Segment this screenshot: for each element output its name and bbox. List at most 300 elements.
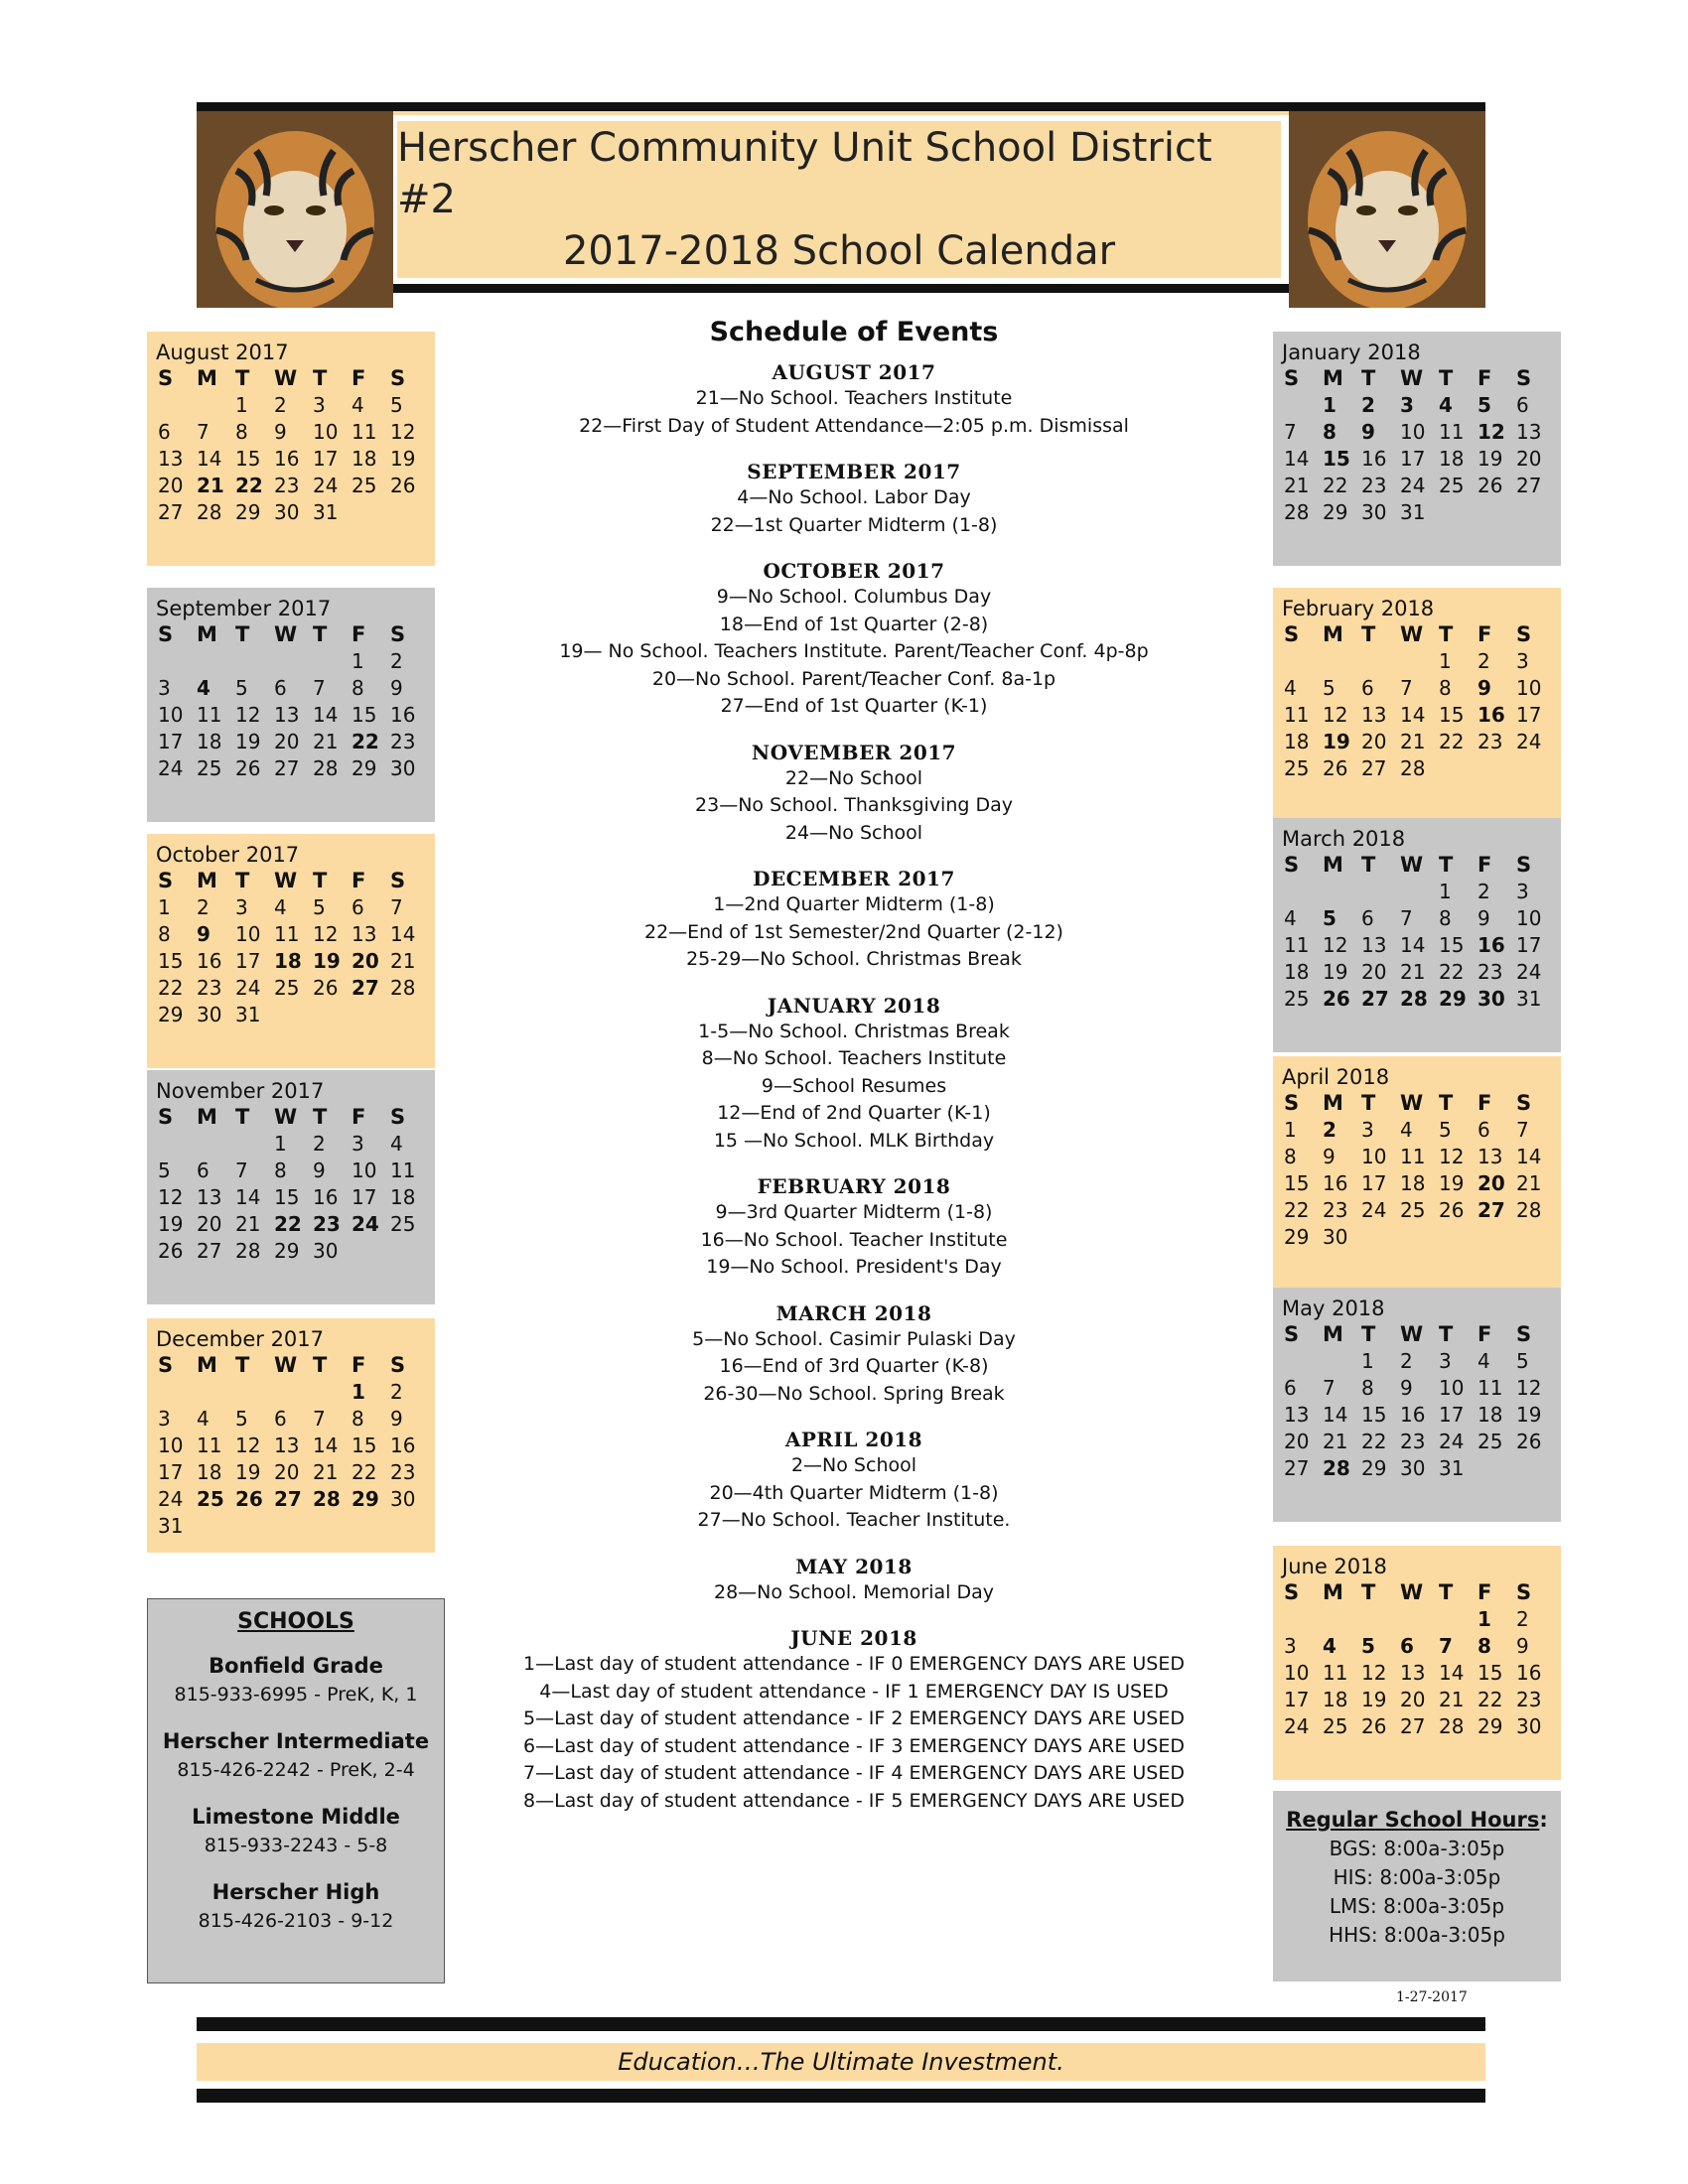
month-grid <box>156 621 435 782</box>
day-cell: 19 <box>235 730 261 753</box>
day-cell: 26 <box>1477 474 1503 497</box>
day-cell: 18 <box>274 949 302 973</box>
day-cell: 29 <box>235 500 261 524</box>
schedule-event: 1—2nd Quarter Midterm (1-8) <box>713 893 995 915</box>
day-cell: 27 <box>1477 1198 1505 1222</box>
day-cell: 7 <box>313 676 326 700</box>
day-cell: 23 <box>197 976 222 1000</box>
day-cell: 16 <box>1361 447 1387 471</box>
day-cell: 8 <box>1439 676 1452 700</box>
day-cell: 4 <box>352 393 364 417</box>
day-cell: 19 <box>313 949 341 973</box>
day-cell: 29 <box>352 1487 379 1511</box>
day-cell: 2 <box>313 1132 326 1156</box>
day-cell: 21 <box>1400 960 1426 984</box>
weekday-header: S <box>158 1353 174 1377</box>
schedule-event: 28—No School. Memorial Day <box>714 1580 994 1603</box>
day-cell: 22 <box>235 474 263 497</box>
day-cell: 15 <box>235 447 261 471</box>
weekday-header: S <box>158 366 174 390</box>
day-cell: 27 <box>197 1239 222 1263</box>
day-cell: 19 <box>1323 730 1350 753</box>
month-title: April 2018 <box>1282 1065 1390 1089</box>
day-cell: 20 <box>1400 1688 1426 1711</box>
schedule-event: 22—End of 1st Semester/2nd Quarter (2-12) <box>644 920 1063 943</box>
header-title-line1: Herscher Community Unit School District #2 <box>397 125 1212 222</box>
weekday-header: S <box>1516 853 1532 877</box>
month-grid <box>156 868 435 1028</box>
day-cell: 15 <box>352 1433 377 1457</box>
day-cell: 28 <box>235 1239 261 1263</box>
weekday-header: F <box>352 366 366 390</box>
day-cell: 9 <box>1361 420 1375 444</box>
weekday-header: T <box>235 366 250 390</box>
day-cell: 15 <box>1439 703 1465 727</box>
day-cell: 23 <box>274 474 300 497</box>
day-cell: 24 <box>313 474 339 497</box>
schedule-event: 22—1st Quarter Midterm (1-8) <box>710 513 998 536</box>
weekday-header: S <box>158 1105 174 1129</box>
calendar-november-2017 <box>147 1070 435 1304</box>
empty-day-cell <box>233 1379 272 1406</box>
school-hours-line: LMS: 8:00a-3:05p <box>1329 1894 1505 1918</box>
month-title: March 2018 <box>1282 827 1406 851</box>
school-name: Herscher High <box>211 1880 380 1904</box>
day-cell: 18 <box>1323 1688 1348 1711</box>
weekday-header: F <box>1477 1091 1492 1115</box>
day-cell: 31 <box>313 500 339 524</box>
month-grid <box>1282 1579 1561 1740</box>
school-name: Bonfield Grade <box>209 1654 383 1678</box>
school-hours-box <box>1273 1791 1561 1981</box>
day-cell: 22 <box>1477 1688 1503 1711</box>
day-cell: 21 <box>390 949 416 973</box>
day-cell: 2 <box>197 895 210 919</box>
schedule-event: 16—End of 3rd Quarter (K-8) <box>719 1355 989 1377</box>
day-cell: 17 <box>1516 703 1542 727</box>
weekday-header: M <box>1323 853 1343 877</box>
day-cell: 29 <box>158 1003 184 1026</box>
day-cell: 18 <box>390 1185 416 1209</box>
day-cell: 22 <box>352 730 379 753</box>
day-cell: 4 <box>197 676 211 700</box>
day-cell: 22 <box>158 976 184 1000</box>
day-cell: 9 <box>1477 676 1491 700</box>
day-cell: 1 <box>1439 880 1452 903</box>
day-cell: 20 <box>352 949 379 973</box>
day-cell: 24 <box>158 756 184 780</box>
day-cell: 19 <box>1439 1171 1465 1195</box>
weekday-header: M <box>197 869 217 892</box>
day-cell: 2 <box>1477 880 1490 903</box>
day-cell: 7 <box>1400 676 1413 700</box>
day-cell: 22 <box>352 1460 377 1484</box>
weekday-header: W <box>1400 1322 1424 1346</box>
day-cell: 10 <box>158 703 184 727</box>
empty-day-cell <box>233 648 272 675</box>
empty-day-cell <box>311 1379 350 1406</box>
day-cell: 5 <box>313 895 326 919</box>
day-cell: 2 <box>1477 649 1490 673</box>
day-cell: 2 <box>1516 1607 1529 1631</box>
day-cell: 16 <box>313 1185 339 1209</box>
day-cell: 23 <box>1323 1198 1348 1222</box>
day-cell: 22 <box>1439 960 1465 984</box>
day-cell: 21 <box>235 1212 261 1236</box>
month-title: October 2017 <box>156 843 300 867</box>
day-cell: 10 <box>1284 1661 1310 1685</box>
weekday-header: W <box>274 622 298 646</box>
school-info: 815-933-6995 - PreK, K, 1 <box>174 1684 418 1706</box>
day-cell: 11 <box>1400 1145 1426 1168</box>
day-cell: 2 <box>1400 1349 1413 1373</box>
month-grid <box>156 1104 435 1265</box>
day-cell: 17 <box>1284 1688 1310 1711</box>
calendar-august-2017 <box>147 332 435 566</box>
day-cell: 19 <box>1477 447 1503 471</box>
day-cell: 1 <box>352 649 364 673</box>
day-cell: 24 <box>352 1212 379 1236</box>
day-cell: 16 <box>1323 1171 1348 1195</box>
weekday-header: W <box>1400 1580 1424 1604</box>
schedule-event: 19— No School. Teachers Institute. Parent/Teacher Conf. 4p-8p <box>559 640 1149 662</box>
schedule-event: 19—No School. President's Day <box>706 1256 1002 1278</box>
day-cell: 21 <box>313 730 339 753</box>
calendar-march-2018 <box>1273 818 1561 1052</box>
day-cell: 1 <box>1477 1607 1491 1631</box>
schedule-section-heading: AUGUST 2017 <box>772 360 936 384</box>
empty-day-cell <box>1321 1348 1359 1375</box>
day-cell: 29 <box>352 756 377 780</box>
day-cell: 4 <box>390 1132 403 1156</box>
month-grid <box>1282 365 1561 526</box>
weekday-header: T <box>313 622 328 646</box>
day-cell: 17 <box>1439 1403 1465 1427</box>
day-cell: 24 <box>1400 474 1426 497</box>
schedule-event: 1—Last day of student attendance - IF 0 EMERGENCY DAYS ARE USED <box>522 1653 1185 1675</box>
day-cell: 20 <box>158 474 184 497</box>
day-cell: 5 <box>235 1407 248 1431</box>
day-cell: 9 <box>390 676 403 700</box>
day-cell: 18 <box>1477 1403 1503 1427</box>
empty-day-cell <box>1321 648 1359 675</box>
day-cell: 30 <box>1361 500 1387 524</box>
day-cell: 17 <box>158 730 184 753</box>
school-hours-title-colon: : <box>1539 1808 1548 1832</box>
schedule-of-events <box>467 313 1241 1835</box>
day-cell: 21 <box>1516 1171 1542 1195</box>
day-cell: 29 <box>1323 500 1348 524</box>
day-cell: 21 <box>197 474 224 497</box>
day-cell: 10 <box>313 420 339 444</box>
schedule-section-heading: APRIL 2018 <box>784 1428 923 1451</box>
schedule-event: 7—Last day of student attendance - IF 4 EMERGENCY DAYS ARE USED <box>522 1762 1185 1784</box>
day-cell: 16 <box>1477 933 1505 957</box>
day-cell: 20 <box>1284 1430 1310 1453</box>
day-cell: 15 <box>1284 1171 1310 1195</box>
school-hours-line: BGS: 8:00a-3:05p <box>1329 1837 1505 1860</box>
day-cell: 11 <box>274 922 300 946</box>
day-cell: 25 <box>1284 756 1310 780</box>
day-cell: 29 <box>1284 1225 1310 1249</box>
day-cell: 7 <box>235 1159 248 1182</box>
day-cell: 10 <box>235 922 261 946</box>
schedule-event: 1-5—No School. Christmas Break <box>698 1020 1010 1042</box>
day-cell: 14 <box>1400 703 1426 727</box>
weekday-header: F <box>352 1105 366 1129</box>
month-grid <box>156 365 435 526</box>
day-cell: 22 <box>1323 474 1348 497</box>
calendar-april-2018 <box>1273 1056 1561 1291</box>
month-title: June 2018 <box>1282 1555 1387 1578</box>
day-cell: 30 <box>1516 1714 1542 1738</box>
day-cell: 26 <box>235 756 261 780</box>
day-cell: 6 <box>1477 1118 1490 1142</box>
month-grid <box>1282 852 1561 1013</box>
schedule-event: 9—3rd Quarter Midterm (1-8) <box>715 1201 993 1223</box>
day-cell: 27 <box>158 500 184 524</box>
schedule-section-heading: DECEMBER 2017 <box>753 867 955 890</box>
weekday-header: T <box>1361 1322 1376 1346</box>
schedule-event: 27—No School. Teacher Institute. <box>697 1509 1011 1531</box>
schedule-event: 16—No School. Teacher Institute <box>700 1228 1008 1251</box>
day-cell: 11 <box>1284 703 1310 727</box>
schedule-event: 4—No School. Labor Day <box>737 486 971 508</box>
day-cell: 28 <box>197 500 222 524</box>
day-cell: 7 <box>390 895 403 919</box>
day-cell: 25 <box>197 1487 224 1511</box>
weekday-header: W <box>1400 853 1424 877</box>
schedule-section-heading: MAY 2018 <box>795 1554 913 1578</box>
day-cell: 20 <box>274 730 300 753</box>
day-cell: 11 <box>1439 420 1465 444</box>
weekday-header: F <box>1477 622 1492 646</box>
weekday-header: M <box>197 366 217 390</box>
schools-title: SCHOOLS <box>237 1609 354 1634</box>
weekday-header: S <box>1284 1322 1300 1346</box>
day-cell: 17 <box>1400 447 1426 471</box>
day-cell: 9 <box>1400 1376 1413 1400</box>
empty-day-cell <box>156 392 195 419</box>
day-cell: 17 <box>1516 933 1542 957</box>
day-cell: 20 <box>197 1212 222 1236</box>
day-cell: 16 <box>1477 703 1505 727</box>
weekday-header: S <box>390 366 406 390</box>
weekday-header: T <box>313 1353 328 1377</box>
weekday-header: W <box>1400 366 1424 390</box>
weekday-header: T <box>1361 853 1376 877</box>
day-cell: 23 <box>390 1460 416 1484</box>
day-cell: 5 <box>235 676 248 700</box>
empty-day-cell <box>1359 879 1398 905</box>
day-cell: 18 <box>1400 1171 1426 1195</box>
schedule-event: 22—First Day of Student Attendance—2:05 p.m. Dismissal <box>579 414 1129 437</box>
day-cell: 17 <box>158 1460 184 1484</box>
day-cell: 25 <box>274 976 300 1000</box>
day-cell: 24 <box>1284 1714 1310 1738</box>
day-cell: 10 <box>1516 676 1542 700</box>
day-cell: 2 <box>390 649 403 673</box>
day-cell: 15 <box>1477 1661 1503 1685</box>
header-top-rule <box>197 102 1485 111</box>
day-cell: 28 <box>1439 1714 1465 1738</box>
day-cell: 4 <box>1400 1118 1413 1142</box>
schedule-section <box>467 1626 1241 1815</box>
day-cell: 31 <box>1400 500 1426 524</box>
weekday-header: T <box>1361 622 1376 646</box>
day-cell: 20 <box>1361 960 1387 984</box>
day-cell: 18 <box>197 730 222 753</box>
day-cell: 8 <box>352 1407 364 1431</box>
day-cell: 20 <box>274 1460 300 1484</box>
day-cell: 13 <box>274 1433 300 1457</box>
day-cell: 28 <box>1284 500 1310 524</box>
day-cell: 26 <box>1439 1198 1465 1222</box>
calendar-june-2018 <box>1273 1546 1561 1780</box>
day-cell: 24 <box>1516 960 1542 984</box>
schedule-section <box>467 460 1241 539</box>
day-cell: 8 <box>352 676 364 700</box>
schedule-event: 9—No School. Columbus Day <box>716 586 992 608</box>
weekday-header: F <box>1477 853 1492 877</box>
weekday-header: T <box>1361 366 1376 390</box>
day-cell: 30 <box>1477 987 1505 1011</box>
footer-bottom-rule <box>197 2089 1485 2103</box>
day-cell: 6 <box>274 676 287 700</box>
day-cell: 15 <box>1323 447 1350 471</box>
day-cell: 26 <box>1323 987 1350 1011</box>
day-cell: 9 <box>390 1407 403 1431</box>
day-cell: 18 <box>197 1460 222 1484</box>
empty-day-cell <box>156 648 195 675</box>
day-cell: 1 <box>1284 1118 1297 1142</box>
day-cell: 12 <box>1361 1661 1387 1685</box>
day-cell: 5 <box>1323 676 1336 700</box>
weekday-header: S <box>390 1353 406 1377</box>
day-cell: 31 <box>235 1003 261 1026</box>
month-title: May 2018 <box>1282 1297 1385 1320</box>
day-cell: 23 <box>313 1212 341 1236</box>
day-cell: 17 <box>235 949 261 973</box>
calendar-february-2018 <box>1273 588 1561 822</box>
day-cell: 28 <box>1323 1456 1350 1480</box>
weekday-header: S <box>1516 1091 1532 1115</box>
day-cell: 7 <box>1323 1376 1336 1400</box>
day-cell: 18 <box>1284 730 1310 753</box>
calendar-january-2018 <box>1273 332 1561 566</box>
schedule-event: 12—End of 2nd Quarter (K-1) <box>717 1102 991 1124</box>
empty-day-cell <box>1359 648 1398 675</box>
school-hours-line: HHS: 8:00a-3:05p <box>1329 1923 1505 1947</box>
schedule-event: 6—Last day of student attendance - IF 3 EMERGENCY DAYS ARE USED <box>522 1734 1185 1757</box>
weekday-header: T <box>235 869 250 892</box>
day-cell: 30 <box>1400 1456 1426 1480</box>
day-cell: 18 <box>352 447 377 471</box>
day-cell: 23 <box>1477 730 1503 753</box>
day-cell: 7 <box>197 420 210 444</box>
day-cell: 14 <box>313 1433 339 1457</box>
weekday-header: T <box>1439 1091 1454 1115</box>
weekday-header: S <box>1516 1322 1532 1346</box>
day-cell: 14 <box>235 1185 261 1209</box>
schedule-section <box>467 994 1241 1156</box>
day-cell: 8 <box>1323 420 1336 444</box>
day-cell: 22 <box>274 1212 302 1236</box>
day-cell: 26 <box>1516 1430 1542 1453</box>
school-hours-line: HIS: 8:00a-3:05p <box>1333 1865 1501 1889</box>
day-cell: 13 <box>158 447 184 471</box>
empty-day-cell <box>1282 1606 1321 1633</box>
schedule-section-heading: JUNE 2018 <box>790 1626 917 1650</box>
empty-day-cell <box>233 1131 272 1158</box>
weekday-header: T <box>313 869 328 892</box>
day-cell: 28 <box>313 1487 341 1511</box>
day-cell: 6 <box>352 895 364 919</box>
day-cell: 1 <box>158 895 171 919</box>
day-cell: 29 <box>1361 1456 1387 1480</box>
day-cell: 13 <box>1361 703 1387 727</box>
month-title: November 2017 <box>156 1079 325 1103</box>
day-cell: 3 <box>1516 880 1529 903</box>
day-cell: 23 <box>1477 960 1503 984</box>
weekday-header: W <box>274 1353 298 1377</box>
day-cell: 23 <box>1400 1430 1426 1453</box>
weekday-header: T <box>235 1105 250 1129</box>
schedule-event: 4—Last day of student attendance - IF 1 EMERGENCY DAY IS USED <box>539 1680 1169 1703</box>
day-cell: 4 <box>1439 393 1453 417</box>
schedule-sections <box>467 360 1241 1815</box>
empty-day-cell <box>1321 1606 1359 1633</box>
day-cell: 28 <box>1400 987 1428 1011</box>
day-cell: 12 <box>1477 420 1505 444</box>
day-cell: 13 <box>197 1185 222 1209</box>
empty-day-cell <box>1398 879 1437 905</box>
weekday-header: T <box>313 366 328 390</box>
day-cell: 5 <box>1439 1118 1452 1142</box>
day-cell: 12 <box>390 420 416 444</box>
schools-box <box>147 1598 445 1983</box>
day-cell: 21 <box>1439 1688 1465 1711</box>
empty-day-cell <box>311 648 350 675</box>
day-cell: 7 <box>1284 420 1297 444</box>
weekday-header: S <box>390 622 406 646</box>
day-cell: 1 <box>235 393 248 417</box>
schedule-event: 15 —No School. MLK Birthday <box>713 1129 995 1152</box>
schedule-event: 5—No School. Casimir Pulaski Day <box>692 1327 1016 1350</box>
weekday-header: S <box>1284 366 1300 390</box>
day-cell: 19 <box>1361 1688 1387 1711</box>
day-cell: 2 <box>274 393 287 417</box>
day-cell: 8 <box>1361 1376 1374 1400</box>
day-cell: 20 <box>1361 730 1387 753</box>
day-cell: 5 <box>1516 1349 1529 1373</box>
school-info: 815-933-2243 - 5-8 <box>204 1835 388 1856</box>
day-cell: 6 <box>158 420 171 444</box>
day-cell: 29 <box>274 1239 300 1263</box>
day-cell: 23 <box>390 730 416 753</box>
empty-day-cell <box>195 648 233 675</box>
schedule-event: 27—End of 1st Quarter (K-1) <box>720 695 988 717</box>
schedule-event: 21—No School. Teachers Institute <box>695 387 1013 409</box>
weekday-header: M <box>1323 1091 1343 1115</box>
day-cell: 3 <box>1284 1634 1297 1658</box>
day-cell: 24 <box>158 1487 184 1511</box>
day-cell: 23 <box>1516 1688 1542 1711</box>
day-cell: 2 <box>1361 393 1375 417</box>
day-cell: 27 <box>352 976 379 1000</box>
day-cell: 15 <box>158 949 184 973</box>
weekday-header: T <box>1439 1322 1454 1346</box>
